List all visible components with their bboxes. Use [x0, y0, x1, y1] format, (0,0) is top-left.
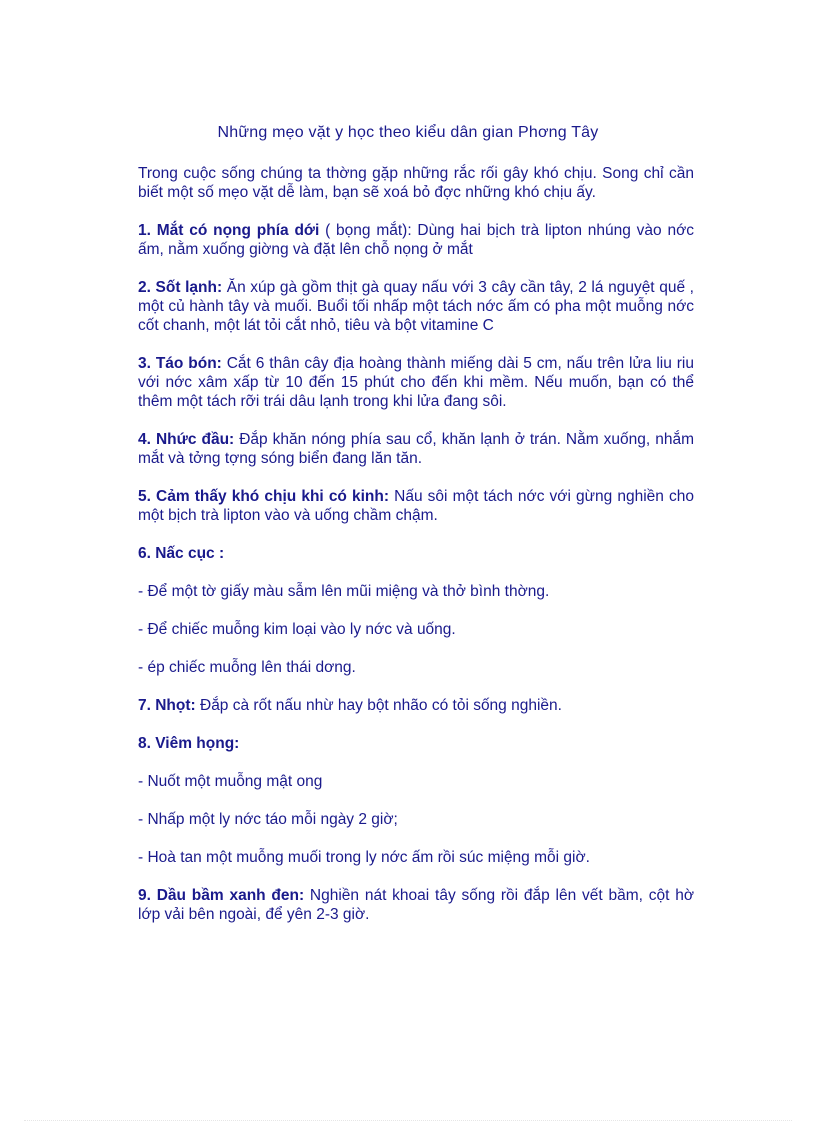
document-body	[138, 164, 694, 924]
section-heading: 4. Nhức đầu:	[138, 431, 235, 448]
section-heading: 9. Dầu bầm xanh đen:	[138, 887, 305, 904]
list-item: - Nuốt một muỗng mật ong	[138, 773, 323, 790]
section-heading: 6. Nấc cục :	[138, 545, 225, 562]
section-text: Đắp khăn nóng phía sau cổ, khăn lạnh ở trán. Nằm xuống, nhắm mắt và tởng tợng sóng biển đang lăn tăn.	[138, 431, 694, 467]
document-title: Những mẹo vặt y học theo kiểu dân gian Phơng Tây	[217, 124, 599, 141]
section-text: Ăn xúp gà gồm thịt gà quay nấu với 3 cây cần tây, 2 lá nguyệt quế , một củ hành tây và muối. Buổi tối nhấp một tách nớc ấm có pha một muỗng nớc cốt chanh, một lát tỏi cắt nhỏ, tiêu và bột vitamine C	[138, 279, 694, 334]
list-item: - Hoà tan một muỗng muối trong ly nớc ấm rồi súc miệng mỗi giờ.	[138, 849, 590, 866]
section-text: Cắt 6 thân cây địa hoàng thành miếng dài 5 cm, nấu trên lửa liu riu với nớc xâm xấp từ 10 đến 15 phút cho đến khi mềm. Nếu muốn, bạn có thể thêm một tách rỡi trái dâu lạnh trong khi lửa đang sôi.	[138, 355, 694, 410]
page-bottom-rule	[24, 1120, 792, 1121]
section-text: Đắp cà rốt nấu nhừ hay bột nhão có tỏi sống nghiền.	[195, 697, 562, 714]
list-item: - Để chiếc muỗng kim loại vào ly nớc và uống.	[138, 621, 456, 638]
section-heading: 2. Sốt lạnh:	[138, 279, 223, 296]
list-item: - Nhấp một ly nớc táo mỗi ngày 2 giờ;	[138, 811, 398, 828]
section-heading: 7. Nhọt:	[138, 697, 196, 714]
list-item: - Để một tờ giấy màu sẫm lên mũi miệng và thở bình thờng.	[138, 583, 550, 600]
section-heading: 8. Viêm họng:	[138, 735, 240, 752]
section-bruise	[138, 886, 694, 924]
section-hiccups	[138, 544, 694, 563]
section-text: Nấu sôi một tách nớc với gừng nghiền cho một bịch trà lipton vào và uống chầm chậm.	[138, 488, 694, 524]
section-headache	[138, 430, 694, 468]
intro-paragraph: Trong cuộc sống chúng ta thờng gặp những rắc rối gây khó chịu. Song chỉ cần biết một số mẹo vặt dễ làm, bạn sẽ xoá bỏ đợc những khó chịu ấy.	[138, 165, 694, 201]
section-cold-fever	[138, 278, 694, 335]
section-boils	[138, 696, 694, 715]
list-item: - ép chiếc muỗng lên thái dơng.	[138, 659, 356, 676]
section-constipation	[138, 354, 694, 411]
section-heading: 3. Táo bón:	[138, 355, 222, 372]
section-heading: 5. Cảm thấy khó chịu khi có kinh:	[138, 488, 390, 505]
section-heading: 1. Mắt có nọng phía dới	[138, 222, 320, 239]
section-menstrual-discomfort	[138, 487, 694, 525]
section-eye-bags	[138, 221, 694, 259]
section-sore-throat	[138, 734, 694, 753]
section-text: ( bọng mắt): Dùng hai bịch trà lipton nhúng vào nớc ấm, nằm xuống giờng và đặt lên chỗ nọng ở mắt	[138, 222, 694, 258]
section-text: Nghiền nát khoai tây sống rồi đắp lên vết bầm, cột hờ lớp vải bên ngoài, để yên 2-3 giờ.	[138, 887, 694, 923]
